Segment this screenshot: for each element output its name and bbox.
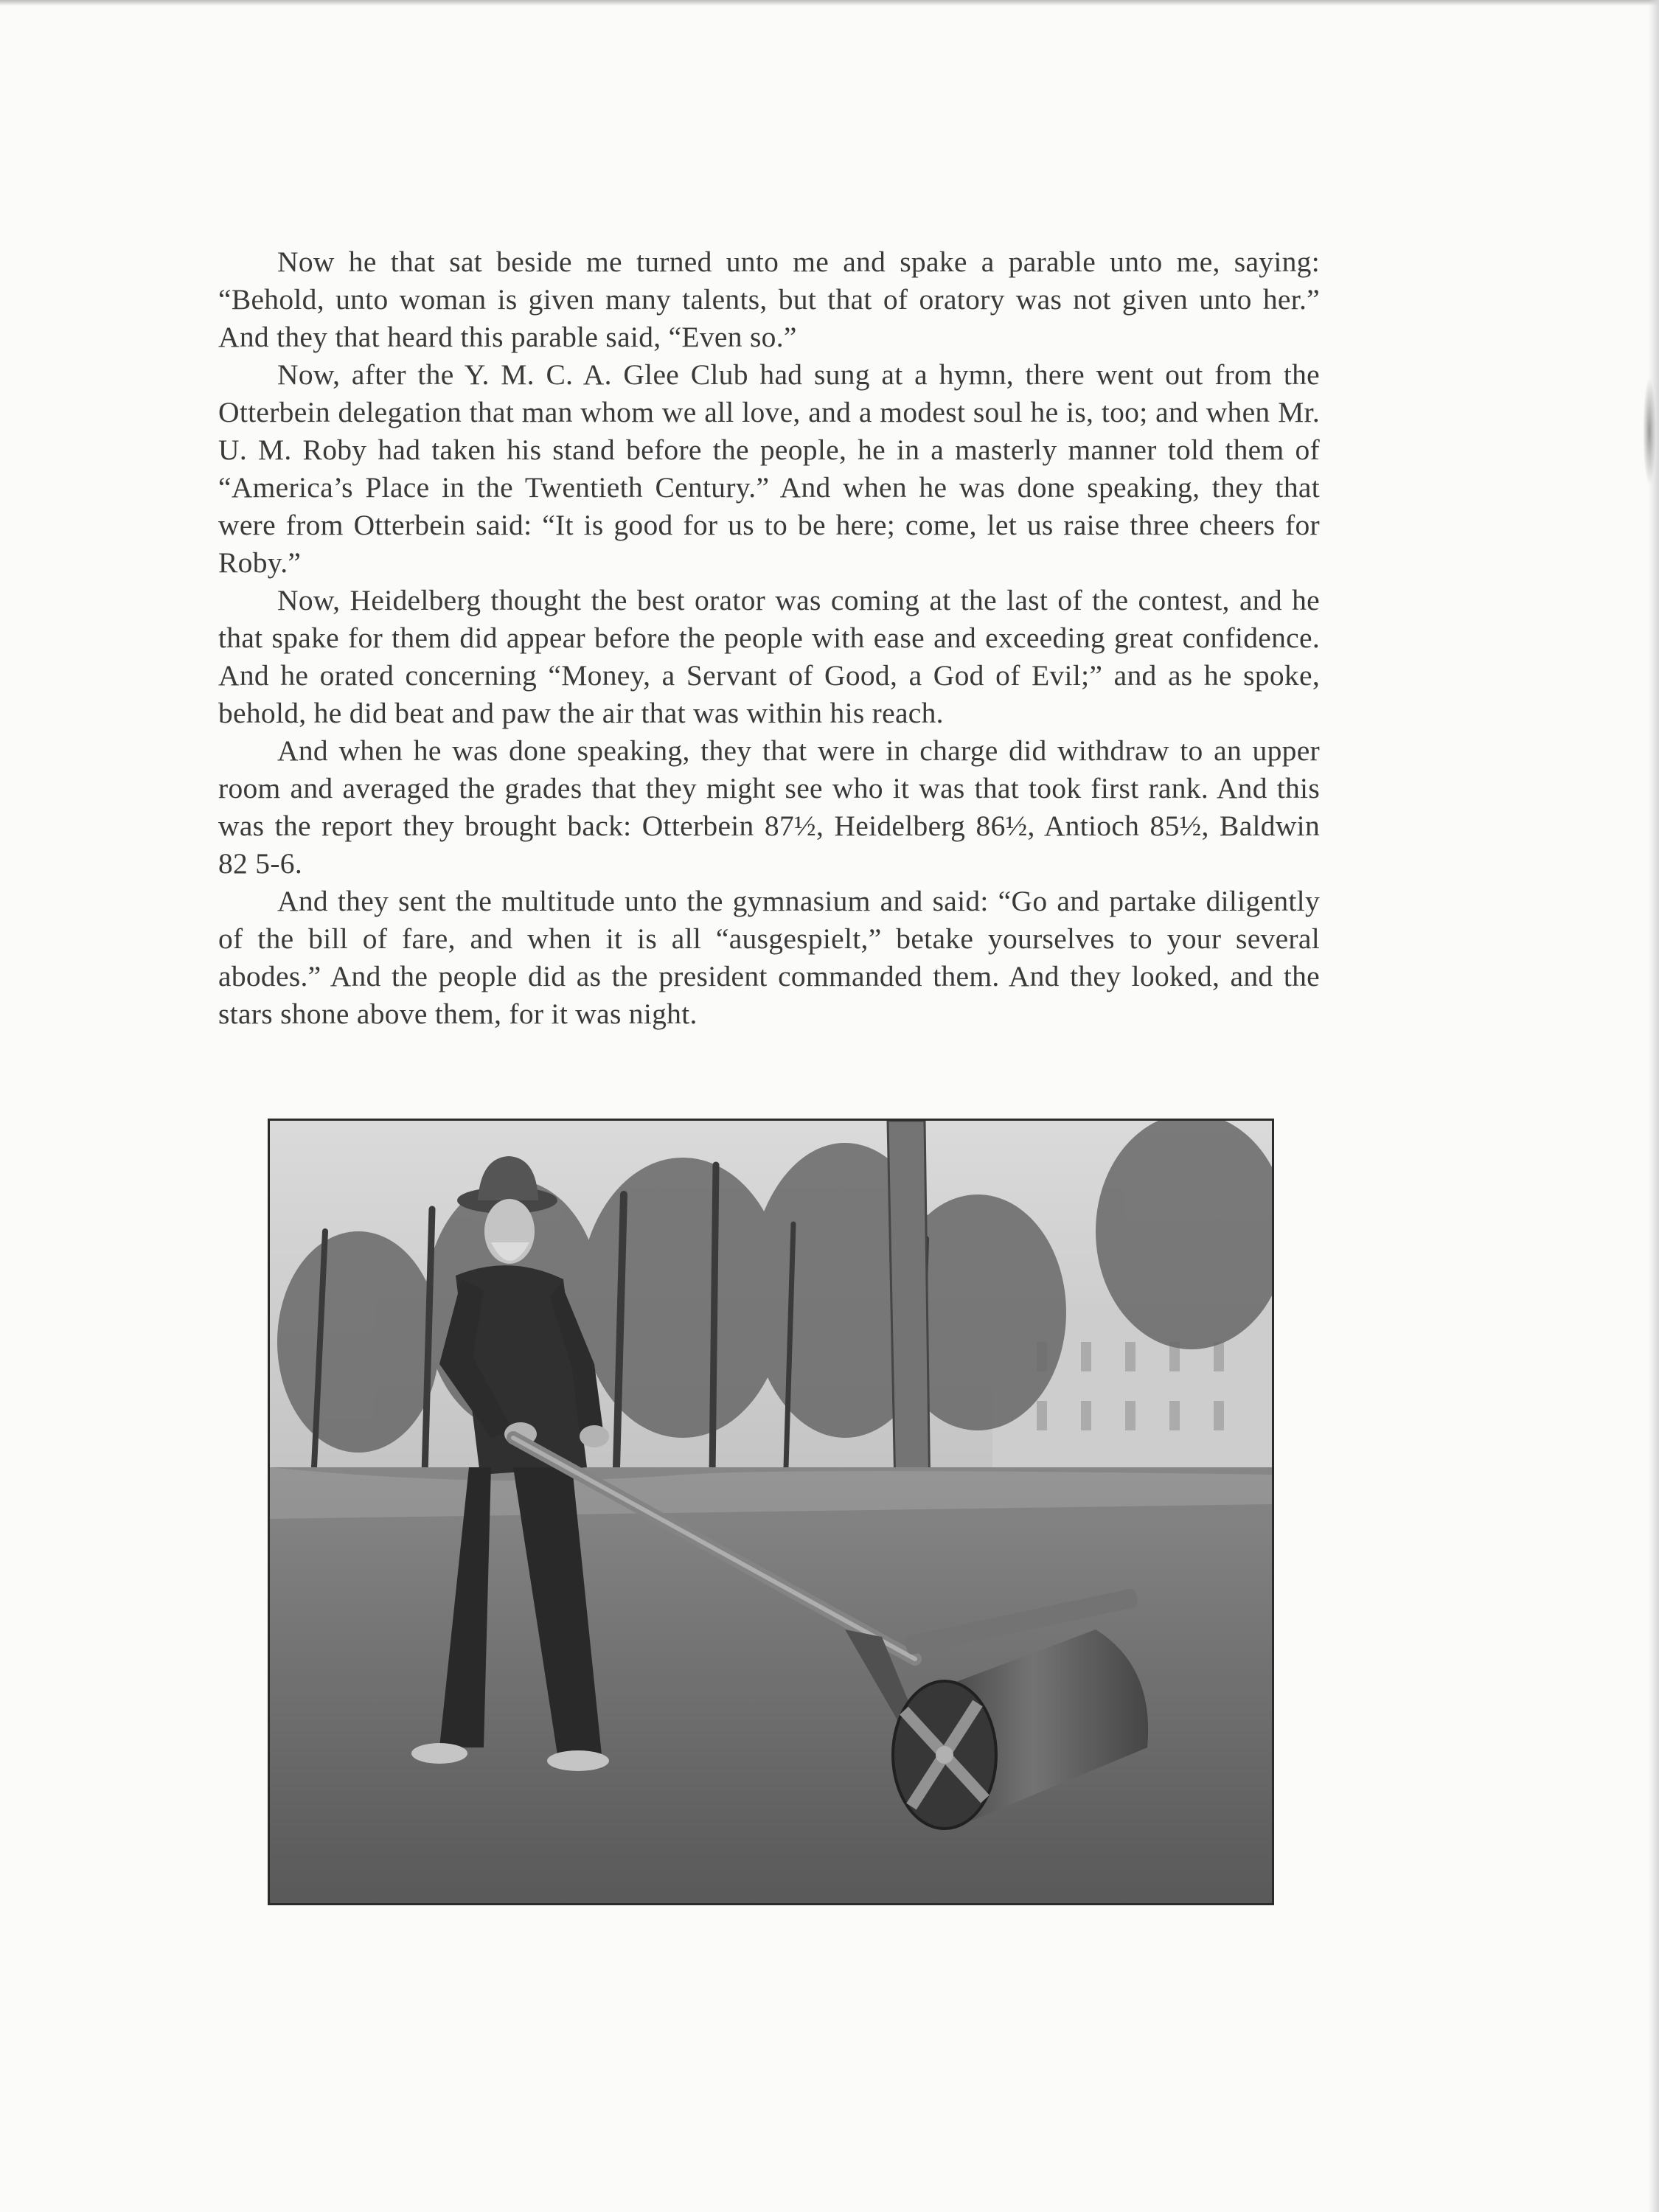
page-right-edge xyxy=(1649,0,1659,2212)
paragraph-parable: Now he that sat beside me turned unto me and spake a parable unto me, saying: “Behold, unto woman is given many talents, but that of oratory was not given unto her.” And they that heard this parable said, “Even so.” xyxy=(218,246,1320,353)
article-text xyxy=(218,243,1320,1033)
page-top-shadow xyxy=(0,0,1659,6)
paragraph-heidelberg-orator: Now, Heidelberg thought the best orator was coming at the last of the contest, and he that spake for them did appear before the people with ease and exceeding great confidence. And he orated concerning “Money, a Servant of Good, a God of Evil;” and as he spoke, behold, he did beat and paw the air that was within his reach. xyxy=(218,584,1320,729)
paragraph-grades-report: And when he was done speaking, they that were in charge did withdraw to an upper room and averaged the grades that they might see who it was that took first rank. And this was the report they brought back: Otterbein 87½, Heidelberg 86½, Antioch 85½, Baldwin 82 5-6. xyxy=(218,734,1320,880)
paragraph-roby-oration: Now, after the Y. M. C. A. Glee Club had sung at a hymn, there went out from the Otterbein delegation that man whom we all love, and a modest soul he is, too; and when Mr. U. M. Roby had taken his stand before the people, he in a masterly manner told them of “America’s Place in the Twentieth Century.” And when he was done speaking, they that were from Otterbein said: “It is good for us to be here; come, let us raise three cheers for Roby.” xyxy=(218,358,1320,579)
page-edge-smudge xyxy=(1643,376,1656,487)
photograph-man-with-lawn-roller xyxy=(268,1119,1274,1905)
paragraph-gymnasium: And they sent the multitude unto the gymnasium and said: “Go and partake diligently of the bill of fare, and when it is all “ausgespielt,” betake yourselves to your several abodes.” And the people did as the president commanded them. And they looked, and the stars shone above them, for it was night. xyxy=(218,885,1320,1030)
